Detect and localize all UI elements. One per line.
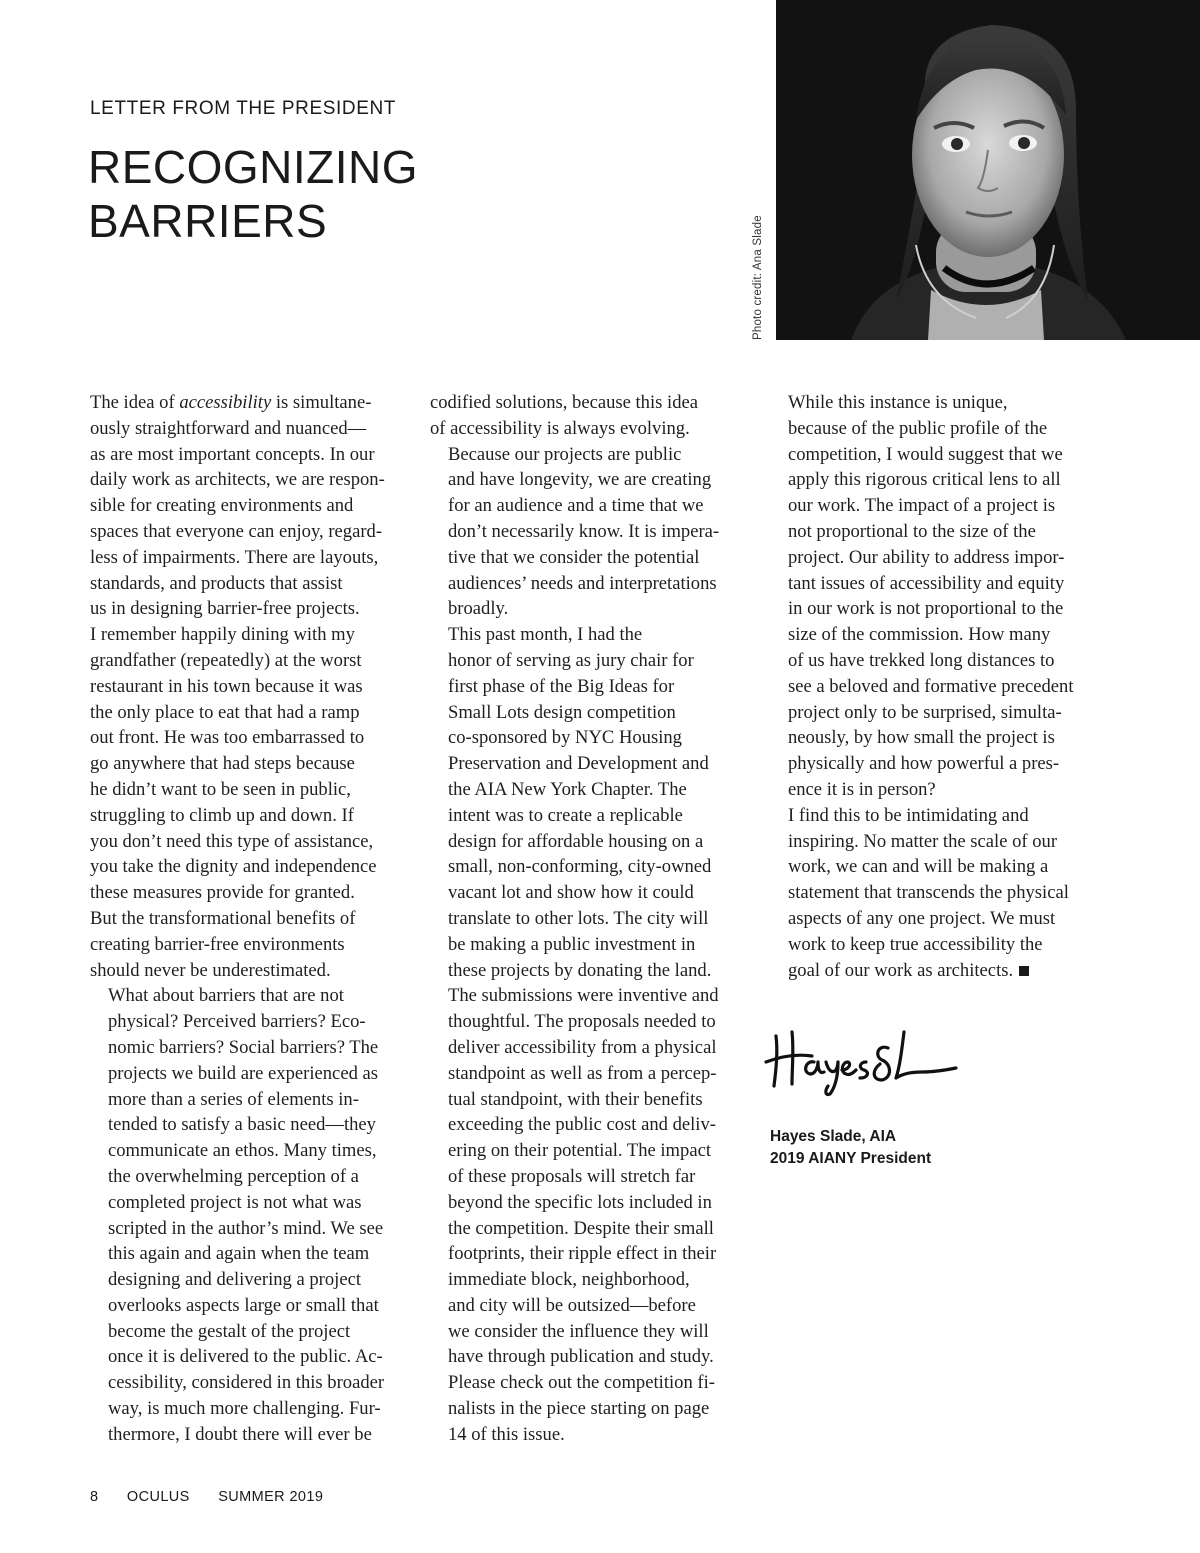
text-line: 14 of this issue. [448, 1423, 565, 1445]
text-line: beyond the specific lots included in [448, 1191, 712, 1213]
text-line: more than a series of elements in- [108, 1088, 359, 1110]
author-name: Hayes Slade, AIA [770, 1128, 897, 1145]
text-line: inspiring. No matter the scale of our [788, 830, 1058, 852]
handwritten-signature [762, 1022, 962, 1102]
section-kicker: LETTER FROM THE PRESIDENT [90, 98, 397, 119]
text-line: standpoint as well as from a percep- [448, 1062, 717, 1084]
text-line: struggling to climb up and down. If [90, 804, 354, 826]
paragraph [770, 803, 1088, 984]
text-line: daily work as architects, we are respon- [90, 469, 385, 491]
text-line: communicate an ethos. Many times, [108, 1140, 377, 1162]
text-line: statement that transcends the physical [788, 882, 1069, 904]
text-line: in our work is not proportional to the [788, 598, 1064, 620]
author-portrait [776, 0, 1200, 340]
text-line: these projects by donating the land. [448, 959, 712, 981]
paragraph [90, 983, 408, 1447]
text-line: physical? Perceived barriers? Eco- [108, 1011, 366, 1033]
text-line: aspects of any one project. We must [788, 907, 1056, 929]
text-line: exceeding the public cost and deliv- [448, 1114, 716, 1136]
text-line: work, we can and will be making a [788, 856, 1049, 878]
text-line: not proportional to the size of the [788, 520, 1036, 542]
text-line: of these proposals will stretch far [448, 1165, 696, 1187]
article-title [88, 140, 418, 248]
signature-block [770, 1126, 931, 1170]
text-line: thermore, I doubt there will ever be [108, 1423, 372, 1445]
text-line: tant issues of accessibility and equity [788, 572, 1065, 594]
text-line: small, non-conforming, city-owned [448, 856, 712, 878]
text-line: broadly. [448, 598, 509, 620]
text-line: out front. He was too embarrassed to [90, 727, 365, 749]
text-line: project. Our ability to address impor- [788, 546, 1065, 568]
issue-date: SUMMER 2019 [218, 1489, 324, 1505]
paragraph [430, 622, 748, 1448]
text-line: ously straightforward and nuanced— [90, 417, 367, 439]
body-column-2 [430, 390, 748, 1448]
text-line: nalists in the piece starting on page [448, 1398, 710, 1420]
text-line: deliver accessibility from a physical [448, 1036, 717, 1058]
text-line: translate to other lots. The city will [448, 907, 709, 929]
text-line: the only place to eat that had a ramp [90, 701, 360, 723]
text-line: apply this rigorous critical lens to all [788, 469, 1061, 491]
text-line: our work. The impact of a project is [788, 495, 1056, 517]
text-line: go anywhere that had steps because [90, 753, 355, 775]
text-line: creating barrier-free environments [90, 933, 345, 955]
text-line: The submissions were inventive and [448, 985, 719, 1007]
text-line: audiences’ needs and interpretations [448, 572, 717, 594]
text-line: vacant lot and show how it could [448, 882, 694, 904]
text-line: footprints, their ripple effect in their [448, 1243, 717, 1265]
text-line: become the gestalt of the project [108, 1320, 351, 1342]
text-line: ering on their potential. The impact [448, 1140, 711, 1162]
text-line: and city will be outsized—before [448, 1294, 696, 1316]
text-line: cessibility, considered in this broader [108, 1372, 385, 1394]
page-number: 8 [90, 1489, 99, 1505]
text-line: once it is delivered to the public. Ac- [108, 1346, 383, 1368]
text-line: honor of serving as jury chair for [448, 649, 694, 671]
text-line: the overwhelming perception of a [108, 1165, 359, 1187]
text-line: thoughtful. The proposals needed to [448, 1011, 716, 1033]
text-line: restaurant in his town because it was [90, 675, 363, 697]
text-line: because of the public profile of the [788, 417, 1048, 439]
text-line: of accessibility is always evolving. [430, 417, 690, 439]
text-line: What about barriers that are not [108, 985, 344, 1007]
text-line: the AIA New York Chapter. The [448, 778, 687, 800]
text-line: us in designing barrier-free projects. [90, 598, 360, 620]
text-line: this again and again when the team [108, 1243, 370, 1265]
text-line: standards, and products that assist [90, 572, 343, 594]
text-line: have through publication and study. [448, 1346, 714, 1368]
text-line: While this instance is unique, [788, 392, 1008, 413]
text-line: these measures provide for granted. [90, 882, 355, 904]
text-line: grandfather (repeatedly) at the worst [90, 649, 362, 671]
text-line: neously, by how small the project is [788, 727, 1055, 749]
text-line: codified solutions, because this idea [430, 392, 698, 413]
paragraph [770, 390, 1088, 803]
title-line-1: RECOGNIZING [88, 141, 419, 193]
end-mark-icon [1019, 966, 1029, 976]
text-line: work to keep true accessibility the [788, 933, 1043, 955]
text-line: Because our projects are public [448, 443, 682, 465]
body-column-3 [770, 390, 1088, 983]
text-line: as are most important concepts. In our [90, 443, 375, 465]
title-line-2: BARRIERS [88, 195, 328, 247]
text-line: Preservation and Development and [448, 753, 709, 775]
paragraph [90, 390, 408, 983]
text-line: don’t necessarily know. It is impera- [448, 520, 720, 542]
text-line: the competition. Despite their small [448, 1217, 714, 1239]
text-line: spaces that everyone can enjoy, regard- [90, 520, 383, 542]
text-line: intent was to create a replicable [448, 804, 683, 826]
text-line: ence it is in person? [788, 778, 936, 800]
text-run: goal of our work as architects. [788, 959, 1014, 981]
text-line: you take the dignity and independence [90, 856, 377, 878]
text-line: I remember happily dining with my [90, 624, 355, 646]
text-line: I find this to be intimidating and [788, 804, 1029, 826]
text-line: competition, I would suggest that we [788, 443, 1063, 465]
text-line: Small Lots design competition [448, 701, 676, 723]
text-run: is simultane- [271, 392, 372, 413]
page-footer [90, 1489, 347, 1505]
text-line: should never be underestimated. [90, 959, 331, 981]
text-line: for an audience and a time that we [448, 495, 704, 517]
text-line: designing and delivering a project [108, 1269, 362, 1291]
text-run: The idea of [90, 392, 180, 413]
text-line: completed project is not what was [108, 1191, 362, 1213]
text-line: sible for creating environments and [90, 495, 354, 517]
body-column-1 [90, 390, 408, 1448]
text-line: tive that we consider the potential [448, 546, 700, 568]
text-line: project only to be surprised, simulta- [788, 701, 1062, 723]
text-line: way, is much more challenging. Fur- [108, 1398, 381, 1420]
text-line: we consider the influence they will [448, 1320, 709, 1342]
text-line: Please check out the competition fi- [448, 1372, 715, 1394]
text-line [90, 390, 408, 416]
emphasis-text: accessibility [179, 392, 272, 413]
text-line: nomic barriers? Social barriers? The [108, 1036, 379, 1058]
author-title: 2019 AIANY President [770, 1150, 932, 1167]
publication-name: OCULUS [126, 1489, 190, 1505]
text-line: see a beloved and formative precedent [788, 675, 1074, 697]
portrait-illustration [776, 0, 1200, 340]
text-line [770, 958, 1088, 984]
paragraph [430, 442, 748, 623]
photo-credit: Photo credit: Ana Slade [752, 215, 764, 340]
text-line: you don’t need this type of assistance, [90, 830, 374, 852]
text-line: co-sponsored by NYC Housing [448, 727, 682, 749]
paragraph [430, 390, 748, 442]
text-line: tual standpoint, with their benefits [448, 1088, 703, 1110]
text-line: he didn’t want to be seen in public, [90, 778, 351, 800]
text-line: But the transformational benefits of [90, 907, 356, 929]
text-line: and have longevity, we are creating [448, 469, 712, 491]
text-line: less of impairments. There are layouts, [90, 546, 379, 568]
text-line: physically and how powerful a pres- [788, 753, 1060, 775]
text-line: projects we build are experienced as [108, 1062, 378, 1084]
text-line: of us have trekked long distances to [788, 649, 1055, 671]
text-line: scripted in the author’s mind. We see [108, 1217, 384, 1239]
text-line: first phase of the Big Ideas for [448, 675, 675, 697]
text-line: immediate block, neighborhood, [448, 1269, 690, 1291]
text-line: design for affordable housing on a [448, 830, 704, 852]
text-line: overlooks aspects large or small that [108, 1294, 379, 1316]
text-line: be making a public investment in [448, 933, 696, 955]
text-line: tended to satisfy a basic need—they [108, 1114, 376, 1136]
text-line: This past month, I had the [448, 624, 643, 646]
text-line: size of the commission. How many [788, 624, 1051, 646]
